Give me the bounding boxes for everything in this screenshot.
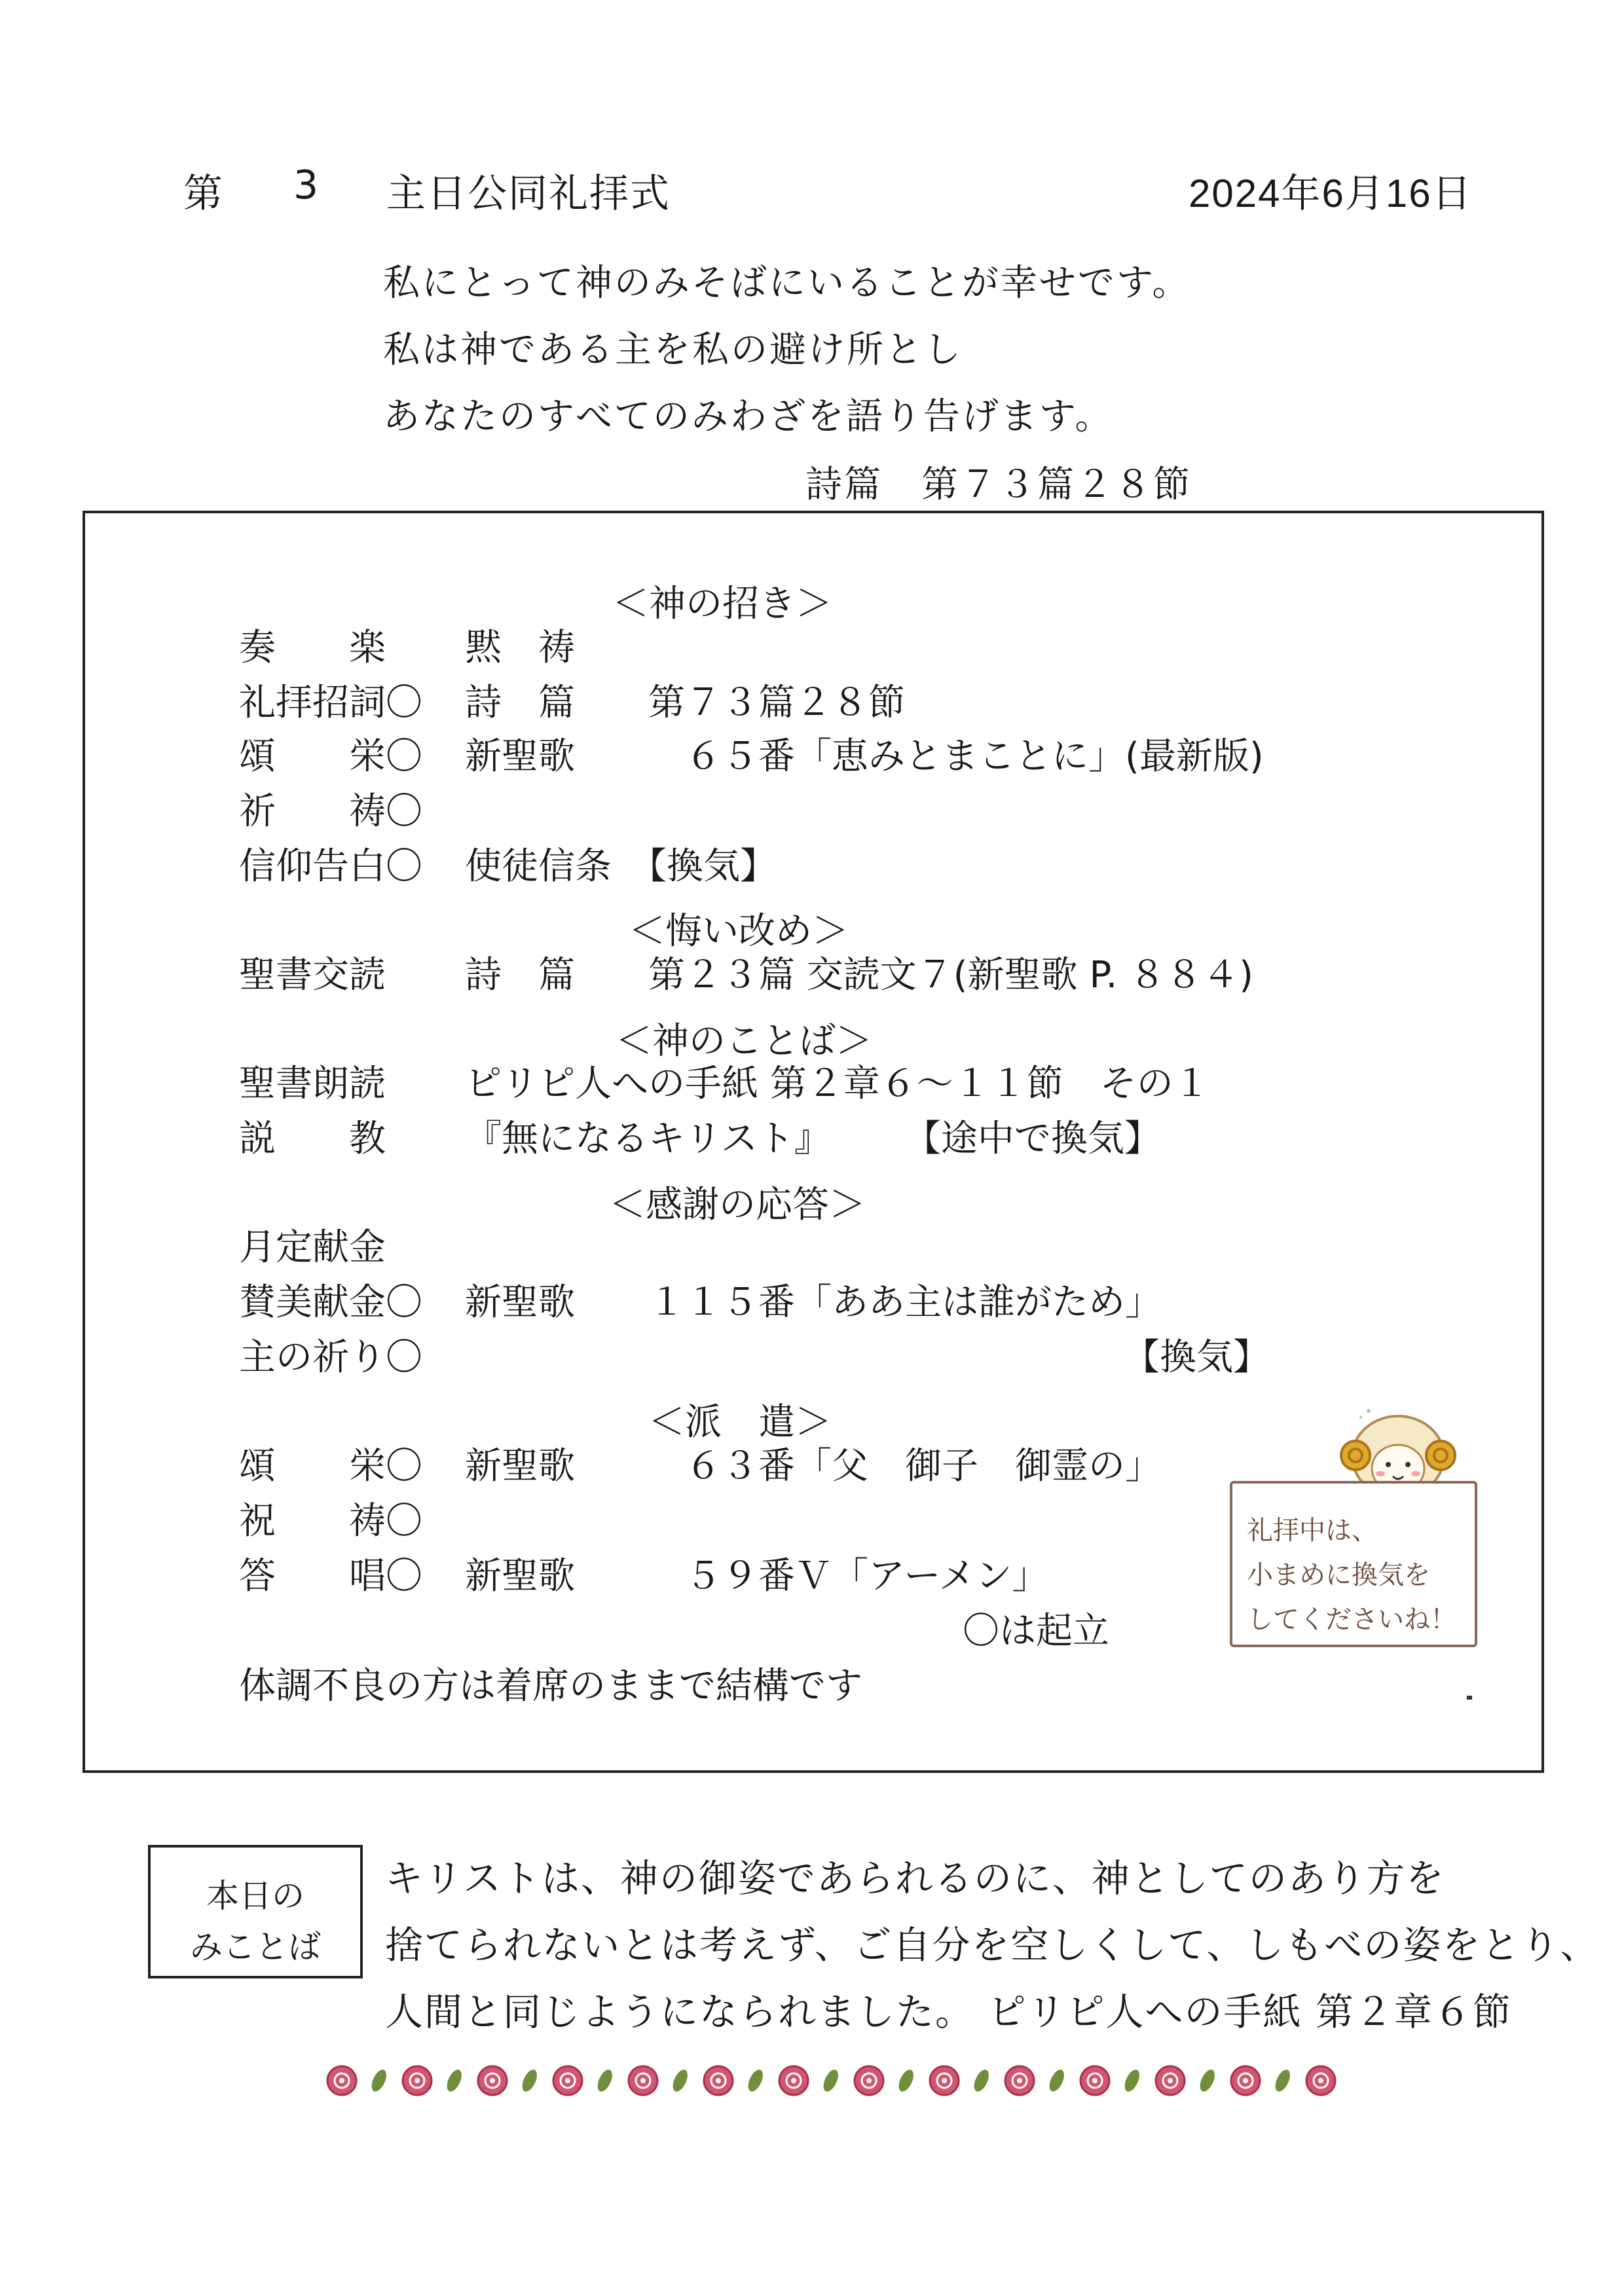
leaf-icon bbox=[519, 2068, 540, 2094]
service-date: 2024年6月16日 bbox=[1189, 172, 1473, 215]
leaf-icon bbox=[1122, 2068, 1143, 2094]
item-detail: 新聖歌 ５９番Ｖ「アーメン」 bbox=[465, 1555, 1049, 1597]
item-detail: 『無になるキリスト』 【途中で換気】 bbox=[465, 1118, 1161, 1160]
item-detail: 使徒信条 【換気】 bbox=[465, 845, 777, 888]
rose-icon bbox=[403, 2066, 432, 2095]
service-number: 3 bbox=[293, 162, 320, 208]
item-label: 説 教 bbox=[239, 1118, 386, 1160]
leaf-icon bbox=[595, 2068, 616, 2094]
standing-note: 〇は起立 bbox=[963, 1610, 1109, 1652]
item-detail: 詩 篇 第２３篇 交読文７(新聖歌 P. ８８４) bbox=[465, 954, 1253, 996]
epigraph-reference: 詩篇 第７３篇２８節 bbox=[805, 464, 1192, 506]
item-detail: 黙 祷 bbox=[465, 627, 575, 669]
rose-icon bbox=[478, 2066, 507, 2095]
todays-word-label-line-1: 本日の bbox=[206, 1877, 304, 1915]
leaf-icon bbox=[896, 2068, 917, 2094]
rose-icon bbox=[1156, 2066, 1185, 2095]
item-detail: 新聖歌 ６５番「恵みとまことに」(最新版) bbox=[465, 735, 1264, 778]
header-dai: 第 bbox=[183, 171, 224, 217]
rose-icon bbox=[1080, 2066, 1109, 2095]
leaf-icon bbox=[1272, 2068, 1293, 2094]
health-note: 体調不良の方は着席のままで結構です bbox=[239, 1665, 862, 1707]
section-response: ＜感謝の応答＞ bbox=[609, 1184, 866, 1226]
epigraph-line-2: 私は神である主を私の避け所とし bbox=[383, 329, 963, 371]
leaf-icon bbox=[670, 2068, 691, 2094]
leaf-icon bbox=[745, 2068, 766, 2094]
item-label: 答 唱〇 bbox=[239, 1555, 422, 1597]
item-label: 祈 祷〇 bbox=[239, 790, 422, 833]
section-word: ＜神のことば＞ bbox=[616, 1020, 872, 1063]
todays-word-label-line-2: みことば bbox=[190, 1928, 321, 1966]
item-label: 信仰告白〇 bbox=[239, 845, 422, 888]
rose-icon bbox=[855, 2066, 883, 2095]
item-detail: 新聖歌 ６３番「父 御子 御霊の」 bbox=[465, 1445, 1162, 1487]
item-label: 奏 楽 bbox=[239, 627, 386, 669]
sign-line-3: してくださいね！ bbox=[1247, 1605, 1456, 1635]
ventilation-note: 【換気】 bbox=[1123, 1336, 1270, 1379]
rose-icon bbox=[779, 2066, 808, 2095]
epigraph-line-3: あなたのすべてのみわざを語り告げます。 bbox=[383, 395, 1114, 438]
rose-icon bbox=[553, 2066, 582, 2095]
leaf-icon bbox=[369, 2068, 390, 2094]
leaf-icon bbox=[1197, 2068, 1218, 2094]
sign-line-1: 礼拝中は、 bbox=[1247, 1516, 1378, 1546]
rose-icon bbox=[1005, 2066, 1034, 2095]
todays-word-line-3: 人間と同じようになられました。 ピリピ人への手紙 第２章６節 bbox=[385, 1990, 1512, 2034]
rose-icon bbox=[327, 2066, 356, 2095]
item-label: 頌 栄〇 bbox=[239, 1445, 422, 1487]
rose-icon bbox=[1306, 2066, 1335, 2095]
rose-icon bbox=[930, 2066, 959, 2095]
item-detail: ピリピ人への手紙 第２章６～１１節 その１ bbox=[465, 1063, 1210, 1105]
section-invitation: ＜神の招き＞ bbox=[612, 583, 832, 625]
leaf-icon bbox=[1046, 2068, 1067, 2094]
rose-icon bbox=[1231, 2066, 1260, 2095]
item-label: 祝 祷〇 bbox=[239, 1500, 422, 1542]
epigraph-line-1: 私にとって神のみそばにいることが幸せです。 bbox=[383, 262, 1191, 304]
section-repentance: ＜悔い改め＞ bbox=[629, 910, 849, 953]
item-detail: 新聖歌 １１５番「ああ主は誰がため」 bbox=[465, 1281, 1162, 1324]
item-label: 聖書朗読 bbox=[239, 1063, 386, 1105]
item-label: 頌 栄〇 bbox=[239, 735, 422, 778]
leaf-icon bbox=[444, 2068, 465, 2094]
section-sending: ＜派 遣＞ bbox=[648, 1401, 832, 1444]
rose-icon bbox=[704, 2066, 733, 2095]
service-title: 主日公同礼拝式 bbox=[386, 171, 671, 217]
rose-icon bbox=[629, 2066, 657, 2095]
item-detail: 詩 篇 第７３篇２８節 bbox=[465, 682, 905, 724]
item-label: 月定献金 bbox=[239, 1226, 386, 1269]
item-label: 主の祈り〇 bbox=[239, 1336, 422, 1379]
todays-word-line-2: 捨てられないとは考えず、ご自分を空しくして、しもべの姿をとり、 bbox=[385, 1923, 1600, 1967]
leaf-icon bbox=[821, 2068, 841, 2094]
item-label: 聖書交読 bbox=[239, 954, 386, 996]
sign-line-2: 小まめに換気を bbox=[1247, 1560, 1430, 1590]
item-label: 礼拝招詞〇 bbox=[239, 682, 422, 724]
todays-word-line-1: キリストは、神の御姿であられるのに、神としてのあり方を bbox=[385, 1856, 1445, 1901]
item-label: 賛美献金〇 bbox=[239, 1281, 422, 1324]
leaf-icon bbox=[971, 2068, 992, 2094]
